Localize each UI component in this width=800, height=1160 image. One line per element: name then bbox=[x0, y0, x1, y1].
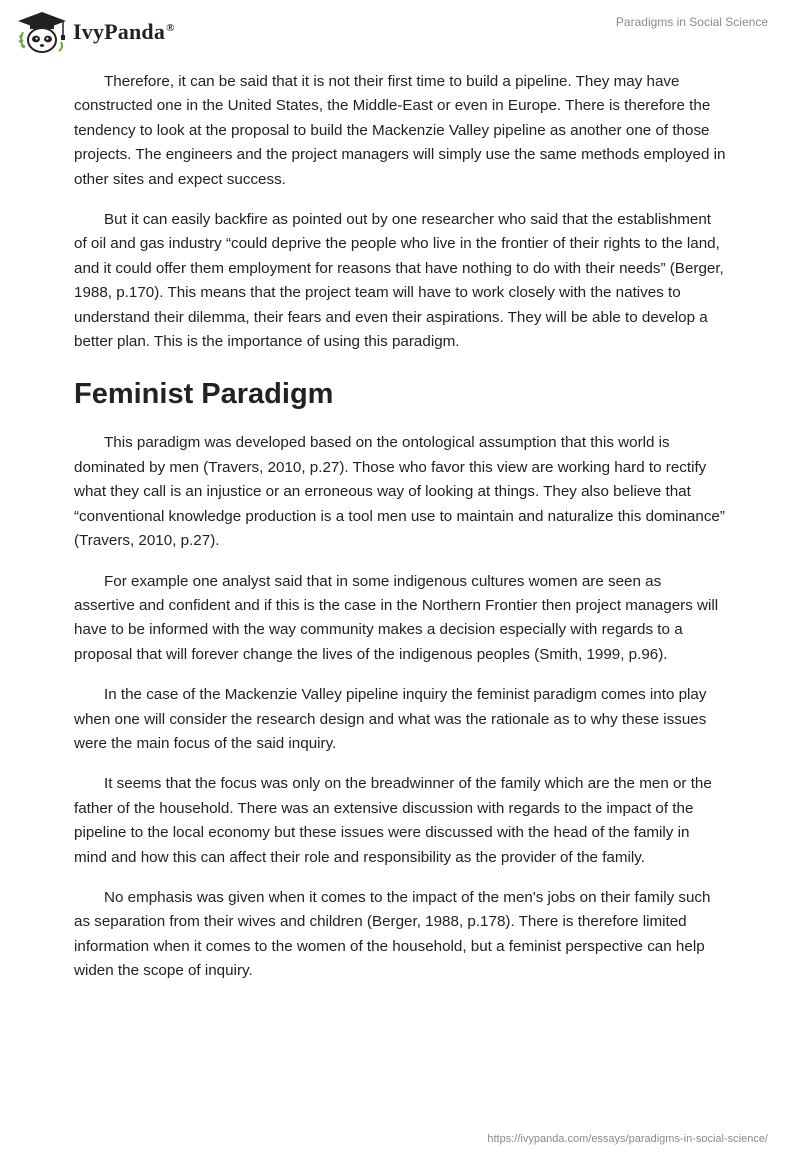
paragraph: In the case of the Mackenzie Valley pipeline inquiry the feminist paradigm comes into play when one will consider the research design and what was the rationale as to why these issues were the main focus of the said inquiry. bbox=[74, 686, 707, 752]
paragraph: It seems that the focus was only on the breadwinner of the family which are the men or the father of the household. There was an extensive discussion with regards to the impact of the pipeline to the local economy but these issues were discussed with the head of the family in mind and how this can affect their role and responsibility as the provider of the family. bbox=[74, 775, 712, 866]
registered-mark: ® bbox=[166, 21, 175, 34]
paragraph: Therefore, it can be said that it is not their first time to build a pipeline. They may have constructed one in the United States, the Middle-East or even in Europe. There is therefore the tendency to look at the proposal to build the Mackenzie Valley pipeline as another one of those projects. The engineers and the project managers will simply use the same methods employed in other sites and expect success. bbox=[74, 73, 726, 188]
paragraph: This paradigm was developed based on the ontological assumption that this world is dominated by men (Travers, 2010, p.27). Those who favor this view are working hard to rectify what they call is an injustice or an erroneous way of looking at things. They also believe that “conventional knowledge production is a tool men use to maintain and naturalize this dominance” (Travers, 2010, p.27). bbox=[74, 434, 725, 550]
page-header bbox=[0, 0, 800, 60]
ivypanda-logo[interactable] bbox=[14, 10, 175, 54]
panda-graduate-icon bbox=[14, 10, 70, 54]
page-title: Paradigms in Social Science bbox=[615, 15, 768, 29]
paragraph: But it can easily backfire as pointed out by one researcher who said that the establishment of oil and gas industry “could deprive the people who live in the frontier of their rights to the land, and it could offer them employment for reasons that have nothing to do with their needs” (Berger, 1988, p.170). This means that the project team will have to work closely with the natives to understand their dilemma, their fears and even their aspirations. They will be able to develop a better plan. This is the importance of using this paradigm. bbox=[74, 211, 724, 351]
article-body bbox=[74, 70, 726, 1000]
paragraph: No emphasis was given when it comes to the impact of the men's jobs on their family such as separation from their wives and children (Berger, 1988, p.178). There is therefore limited information when it comes to the women of the household, but a feminist perspective can help widen the scope of inquiry. bbox=[74, 888, 711, 980]
source-url[interactable]: https://ivypanda.com/essays/paradigms-in-social-science/ bbox=[487, 1133, 768, 1145]
brand-name: IvyPanda® bbox=[73, 19, 175, 44]
section-heading: Feminist Paradigm bbox=[74, 378, 334, 411]
paragraph: For example one analyst said that in some indigenous cultures women are seen as assertive and confident and if this is the case in the Northern Frontier then project managers will have to be informed with the way community makes a decision especially with regards to a proposal that will forever change the lives of the indigenous peoples (Smith, 1999, p.96). bbox=[74, 572, 719, 663]
